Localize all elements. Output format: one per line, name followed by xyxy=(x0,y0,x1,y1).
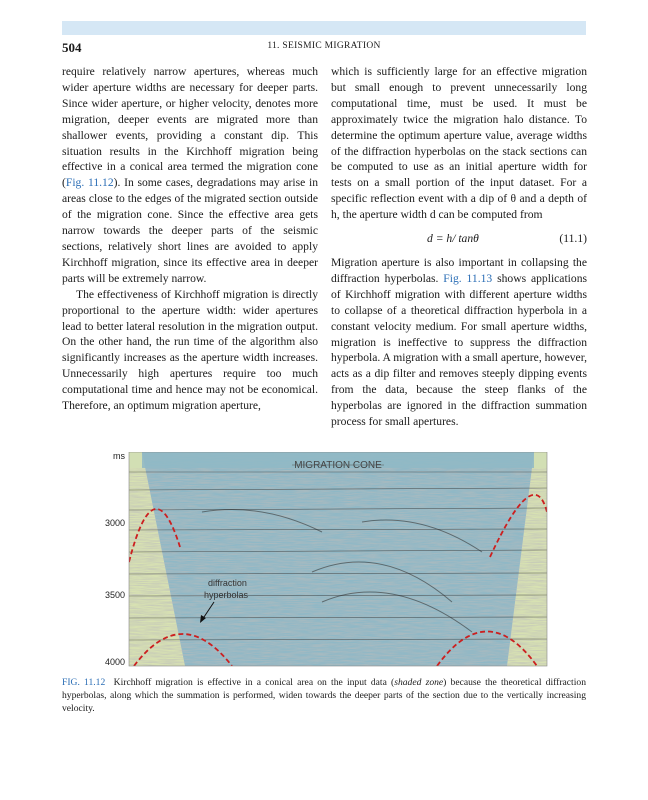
running-header xyxy=(62,40,586,56)
figure-11-12 xyxy=(62,452,586,670)
fig-11-12-link[interactable]: Fig. 11.12 xyxy=(65,176,114,190)
figure-caption: FIG. 11.12 Kirchhoff migration is effective in a conical area on the input data (shaded zone) because the theoretical diffraction hyperbolas, along which the summation is performed, widen towards the deeper parts of the section due to the vertically increasing velocity. xyxy=(62,677,586,714)
chapter-title: 11. SEISMIC MIGRATION xyxy=(267,41,381,51)
equation-body: d = h/ tanθ xyxy=(427,232,479,246)
equation-11-1 xyxy=(331,231,587,247)
migration-cone-label: MIGRATION CONE xyxy=(294,460,382,471)
right-paragraph-2: Migration aperture is also important in collapsing the diffraction hyperbolas. Fig. 11.13 shows applications of Kirchhoff migration with different aperture widths to collapse of a theoretical diffraction hyperbola in a constant velocity medium. For small aperture widths, migration is ineffective to suppress the diffraction hyperbola. A migration with a small aperture, however, acts as a dip filter and removes steeply dipping events from the data, because the steep flanks of the hyperbolas are ignored in the diffraction summation process for small apertures. xyxy=(331,255,587,429)
fig-11-13-link[interactable]: Fig. 11.13 xyxy=(443,271,493,285)
tick-3000: 3000 xyxy=(104,518,125,528)
hyperbolas-label: hyperbolas xyxy=(204,590,249,600)
right-paragraph-1: which is sufficiently large for an effective migration but small enough to prevent unnecessarily long computational time, must be used. It must be approximately twice the migration halo distance. To determine the optimum aperture value, average widths of the diffraction hyperbolas on the stack sections can be computed to use as an initial aperture width for tests on a small portion of the input dataset. For a specific reflection event with a dip of θ and a depth of h, the aperture width d can be computed from xyxy=(331,65,587,222)
tick-3500: 3500 xyxy=(104,590,125,600)
left-paragraph-2: The effectiveness of Kirchhoff migration is directly proportional to the aperture width: wider apertures lead to better lateral resolution in the migration output. On the other hand, the run time of the algorithm also significantly increases as the aperture width increases. Unnecessarily high apertures require too much computational time and hence may not be economical. Therefore, an optimum migration aperture, xyxy=(62,287,318,413)
header-bar xyxy=(62,21,586,35)
diffraction-label: diffraction xyxy=(208,578,247,588)
caption-label: FIG. 11.12 xyxy=(62,677,106,688)
page-number: 504 xyxy=(62,40,82,55)
seismic-section-image xyxy=(62,452,586,670)
seismic-texture xyxy=(129,452,547,666)
tick-4000: 4000 xyxy=(104,657,125,667)
left-column xyxy=(62,64,318,414)
right-column xyxy=(331,64,587,430)
axis-unit: ms xyxy=(113,452,125,461)
equation-number: (11.1) xyxy=(559,232,587,246)
left-paragraph-1: require relatively narrow apertures, whereas much wider aperture widths are necessary for deeper parts. Since wider aperture, or higher velocity, denotes more migration, deeper events are migrated more than shallower events, providing a constant dip. This situation results in the Kirchhoff migration being effective in a conical area termed the migration cone (Fig. 11.12). In some cases, degradations may arise in areas close to the edges of the migrated section outside of the migration cone. Since the effective area gets narrow towards the deeper parts of the seismic sections, relatively short lines are avoided to apply Kirchhoff migration, since its effective area in deeper parts will be extremely narrow. xyxy=(62,65,319,285)
